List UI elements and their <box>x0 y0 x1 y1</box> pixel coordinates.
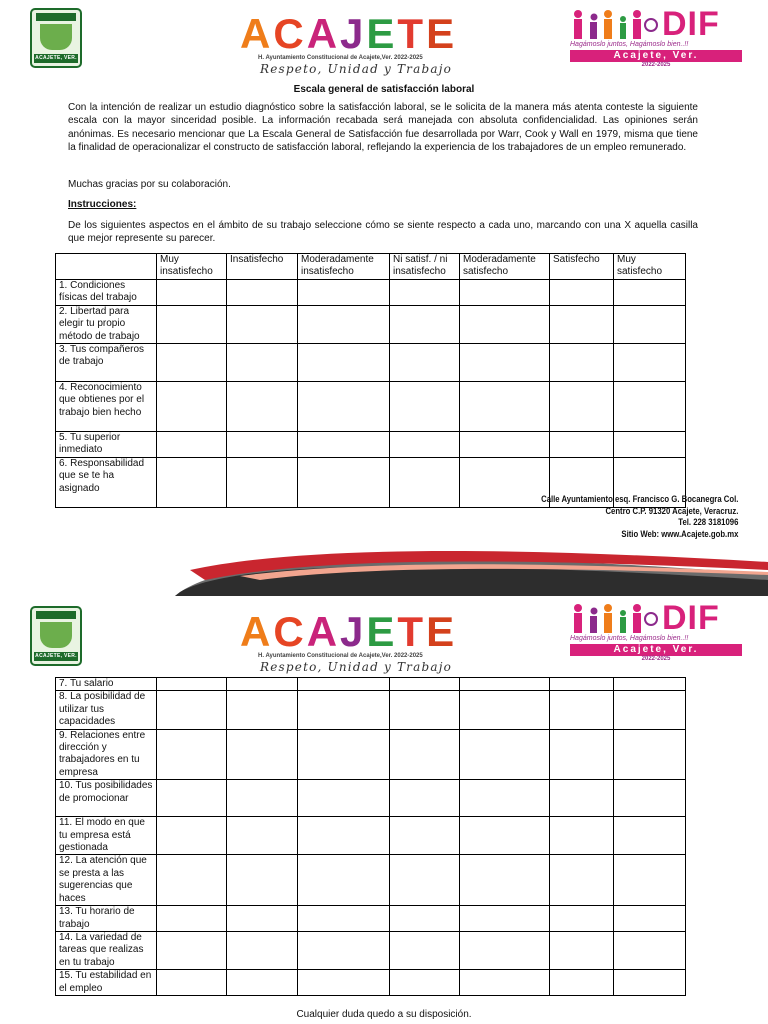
family-figures-icon <box>570 602 658 636</box>
column-header: Muy insatisfecho <box>157 254 227 280</box>
table-row <box>56 691 686 729</box>
satisfaction-table-page2 <box>55 677 686 996</box>
answer-cell[interactable] <box>227 817 298 855</box>
answer-cell[interactable] <box>460 729 550 780</box>
table-row <box>56 280 686 306</box>
answer-cell[interactable] <box>298 817 390 855</box>
answer-cell[interactable] <box>550 344 614 382</box>
answer-cell[interactable] <box>227 729 298 780</box>
answer-cell[interactable] <box>157 457 227 507</box>
answer-cell[interactable] <box>298 780 390 817</box>
answer-cell[interactable] <box>614 344 686 382</box>
answer-cell[interactable] <box>298 906 390 932</box>
answer-cell[interactable] <box>614 729 686 780</box>
answer-cell[interactable] <box>227 691 298 729</box>
answer-cell[interactable] <box>390 305 460 343</box>
answer-cell[interactable] <box>390 906 460 932</box>
answer-cell[interactable] <box>298 678 390 691</box>
answer-cell[interactable] <box>157 970 227 996</box>
answer-cell[interactable] <box>298 691 390 729</box>
question-label: 11. El modo en que tu empresa está gestionada <box>56 817 157 855</box>
answer-cell[interactable] <box>614 817 686 855</box>
answer-cell[interactable] <box>460 382 550 432</box>
answer-cell[interactable] <box>614 678 686 691</box>
answer-cell[interactable] <box>157 305 227 343</box>
answer-cell[interactable] <box>227 678 298 691</box>
answer-cell[interactable] <box>460 678 550 691</box>
dif-logo: DIF Hagámoslo juntos, Hagámoslo bien..!! Acajete, Ver. 2022-2025 <box>570 8 742 66</box>
answer-cell[interactable] <box>390 817 460 855</box>
question-label: 3. Tus compañeros de trabajo <box>56 344 157 382</box>
question-label: 4. Reconocimiento que obtienes por el trabajo bien hecho <box>56 382 157 432</box>
address-line: Tel. 228 3181096 <box>677 517 738 528</box>
answer-cell[interactable] <box>227 280 298 306</box>
answer-cell[interactable] <box>298 305 390 343</box>
acajete-logo: ACAJETE H. Ayuntamiento Constitucional de Acajete,Ver. 2022-2025 Respeto, Unidad y Trabajo <box>240 10 458 76</box>
answer-cell[interactable] <box>298 931 390 969</box>
municipal-seal-logo: ACAJETE, VER. <box>30 606 82 666</box>
intro-paragraph: Con la intención de realizar un estudio diagnóstico sobre la satisfacción laboral, se le solicita de la manera más atenta conteste la siguiente escala con la mayor sinceridad posible. La información recabada será manejada con absoluta confidencialidad. Las opiniones serán anónimas. Es necesario mencionar que La Escala General de Satisfacción fue desarrollada por Warr, Cook y Wall en 1979, misma que tiene la finalidad de operacionalizar el constructo de satisfacción laboral, reflejando la experiencia de los trabajadores de un empleo remunerado. <box>68 102 698 153</box>
column-header: Moderadamente satisfecho <box>460 254 550 280</box>
answer-cell[interactable] <box>460 457 550 507</box>
answer-cell[interactable] <box>298 280 390 306</box>
answer-cell[interactable] <box>227 344 298 382</box>
question-label: 8. La posibilidad de utilizar tus capacidades <box>56 691 157 729</box>
satisfaction-table-page1 <box>55 253 686 508</box>
table-row <box>56 678 686 691</box>
answer-cell[interactable] <box>460 280 550 306</box>
answer-cell[interactable] <box>227 855 298 906</box>
answer-cell[interactable] <box>227 931 298 969</box>
question-label: 7. Tu salario <box>56 678 157 691</box>
answer-cell[interactable] <box>157 344 227 382</box>
answer-cell[interactable] <box>460 432 550 458</box>
answer-cell[interactable] <box>550 729 614 780</box>
column-header: Moderadamente insatisfecho <box>298 254 390 280</box>
question-label: 2. Libertad para elegir tu propio método de trabajo <box>56 305 157 343</box>
answer-cell[interactable] <box>390 382 460 432</box>
answer-cell[interactable] <box>550 780 614 817</box>
table-row <box>56 305 686 343</box>
answer-cell[interactable] <box>227 382 298 432</box>
answer-cell[interactable] <box>298 855 390 906</box>
answer-cell[interactable] <box>298 432 390 458</box>
answer-cell[interactable] <box>390 855 460 906</box>
acajete-logo: ACAJETE H. Ayuntamiento Constitucional de Acajete,Ver. 2022-2025 Respeto, Unidad y Trabajo <box>240 608 458 674</box>
question-label: 13. Tu horario de trabajo <box>56 906 157 932</box>
answer-cell[interactable] <box>460 817 550 855</box>
answer-cell[interactable] <box>390 691 460 729</box>
table-row <box>56 780 686 817</box>
table-header-row <box>56 254 686 280</box>
answer-cell[interactable] <box>298 382 390 432</box>
answer-cell[interactable] <box>157 780 227 817</box>
address-line: Calle Ayuntamiento esq. Francisco G. Bocanegra Col. <box>540 494 738 504</box>
answer-cell[interactable] <box>614 305 686 343</box>
address-line: Centro C.P. 91320 Acajete, Veracruz. <box>605 505 738 516</box>
answer-cell[interactable] <box>550 432 614 458</box>
answer-cell[interactable] <box>157 678 227 691</box>
answer-cell[interactable] <box>460 780 550 817</box>
question-label: 5. Tu superior inmediato <box>56 432 157 458</box>
answer-cell[interactable] <box>157 855 227 906</box>
answer-cell[interactable] <box>614 970 686 996</box>
column-header: Insatisfecho <box>227 254 298 280</box>
answer-cell[interactable] <box>298 344 390 382</box>
answer-cell[interactable] <box>298 729 390 780</box>
answer-cell[interactable] <box>298 970 390 996</box>
answer-cell[interactable] <box>390 678 460 691</box>
answer-cell[interactable] <box>460 931 550 969</box>
answer-cell[interactable] <box>227 305 298 343</box>
answer-cell[interactable] <box>550 931 614 969</box>
answer-cell[interactable] <box>390 432 460 458</box>
answer-cell[interactable] <box>298 457 390 507</box>
closing-text: Cualquier duda quedo a su disposición. <box>296 1009 472 1020</box>
answer-cell[interactable] <box>227 780 298 817</box>
question-label: 6. Responsabilidad que se te ha asignado <box>56 457 157 507</box>
question-label: 14. La variedad de tareas que realizas en tu trabajo <box>56 931 157 969</box>
question-label: 15. Tu estabilidad en el empleo <box>56 970 157 996</box>
table-row <box>56 931 686 969</box>
answer-cell[interactable] <box>550 970 614 996</box>
answer-cell[interactable] <box>157 280 227 306</box>
answer-cell[interactable] <box>550 855 614 906</box>
answer-cell[interactable] <box>614 691 686 729</box>
answer-cell[interactable] <box>157 931 227 969</box>
answer-cell[interactable] <box>390 931 460 969</box>
answer-cell[interactable] <box>550 817 614 855</box>
answer-cell[interactable] <box>614 382 686 432</box>
answer-cell[interactable] <box>550 691 614 729</box>
table-row <box>56 382 686 432</box>
answer-cell[interactable] <box>390 280 460 306</box>
decorative-swoosh <box>0 540 768 596</box>
instructions-heading: Instrucciones: <box>68 199 137 210</box>
column-header: Satisfecho <box>550 254 614 280</box>
answer-cell[interactable] <box>157 691 227 729</box>
answer-cell[interactable] <box>157 382 227 432</box>
answer-cell[interactable] <box>227 906 298 932</box>
answer-cell[interactable] <box>227 432 298 458</box>
answer-cell[interactable] <box>614 280 686 306</box>
answer-cell[interactable] <box>614 780 686 817</box>
answer-cell[interactable] <box>550 678 614 691</box>
answer-cell[interactable] <box>550 906 614 932</box>
address-line: Sitio Web: www.Acajete.gob.mx <box>621 528 738 539</box>
page2-header <box>0 600 768 680</box>
answer-cell[interactable] <box>390 729 460 780</box>
answer-cell[interactable] <box>614 931 686 969</box>
address-block <box>541 494 738 540</box>
answer-cell[interactable] <box>157 729 227 780</box>
table-row <box>56 970 686 996</box>
answer-cell[interactable] <box>460 906 550 932</box>
instructions-text: De los siguientes aspectos en el ámbito de su trabajo seleccione cómo se siente respecto a cada uno, marcando con una X aquella casilla que mejor represente su parecer. <box>68 220 698 245</box>
answer-cell[interactable] <box>614 855 686 906</box>
answer-cell[interactable] <box>390 344 460 382</box>
answer-cell[interactable] <box>460 691 550 729</box>
answer-cell[interactable] <box>460 344 550 382</box>
answer-cell[interactable] <box>227 970 298 996</box>
answer-cell[interactable] <box>550 305 614 343</box>
answer-cell[interactable] <box>614 906 686 932</box>
table-row <box>56 855 686 906</box>
municipal-seal-logo: ACAJETE, VER. <box>30 8 82 68</box>
answer-cell[interactable] <box>390 780 460 817</box>
answer-cell[interactable] <box>390 970 460 996</box>
table-row <box>56 344 686 382</box>
thanks-text: Muchas gracias por su colaboración. <box>68 179 231 190</box>
family-figures-icon <box>570 8 658 42</box>
answer-cell[interactable] <box>550 382 614 432</box>
answer-cell[interactable] <box>157 432 227 458</box>
question-label: 10. Tus posibilidades de promocionar <box>56 780 157 817</box>
answer-cell[interactable] <box>460 970 550 996</box>
question-label: 12. La atención que se presta a las sugerencias que haces <box>56 855 157 906</box>
table-row <box>56 817 686 855</box>
table-row <box>56 729 686 780</box>
question-label: 9. Relaciones entre dirección y trabajadores en tu empresa <box>56 729 157 780</box>
question-label: 1. Condiciones físicas del trabajo <box>56 280 157 306</box>
column-header: Muy satisfecho <box>614 254 686 280</box>
answer-cell[interactable] <box>157 906 227 932</box>
document-title: Escala general de satisfacción laboral <box>293 84 475 95</box>
answer-cell[interactable] <box>390 457 460 507</box>
answer-cell[interactable] <box>227 457 298 507</box>
table-row <box>56 432 686 458</box>
answer-cell[interactable] <box>460 305 550 343</box>
page1-header <box>0 0 768 80</box>
column-header: Ni satisf. / ni insatisfecho <box>390 254 460 280</box>
answer-cell[interactable] <box>157 817 227 855</box>
answer-cell[interactable] <box>614 432 686 458</box>
table-row <box>56 906 686 932</box>
answer-cell[interactable] <box>460 855 550 906</box>
dif-logo: DIF Hagámoslo juntos, Hagámoslo bien..!! Acajete, Ver. 2022-2025 <box>570 602 742 660</box>
answer-cell[interactable] <box>550 280 614 306</box>
column-header <box>56 254 157 280</box>
